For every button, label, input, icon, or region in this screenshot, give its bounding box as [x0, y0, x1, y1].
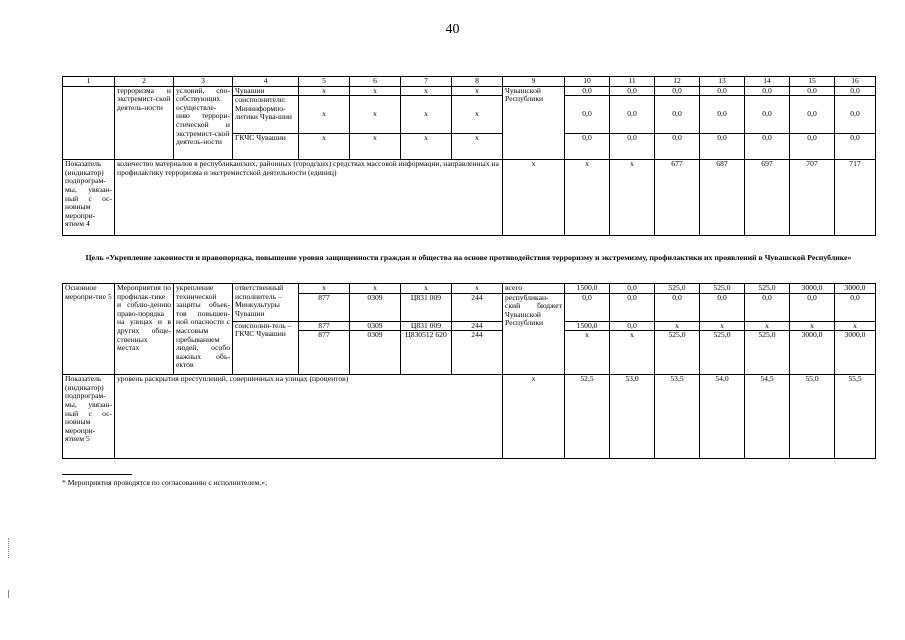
value-cell: 0,0 — [610, 134, 655, 160]
code-cell: х — [452, 284, 503, 294]
funding-source-cell: Чувашской Республики — [503, 86, 565, 160]
code-cell: х — [452, 134, 503, 160]
value-cell: х — [610, 331, 655, 375]
footnote-divider — [62, 474, 132, 475]
measure-name-cell: Мероприятия по профилак-тике и соблю-дению право-порядка на улицах и в других обще-ственных местах — [115, 284, 174, 375]
value-cell: х — [565, 331, 610, 375]
code-cell: 0309 — [350, 321, 401, 331]
scan-edge-mark — [8, 538, 10, 558]
indicator-value: 55,5 — [835, 375, 876, 459]
code-cell: х — [452, 96, 503, 134]
code-cell: 0309 — [350, 293, 401, 321]
value-cell: 0,0 — [745, 86, 790, 96]
program-table-top — [62, 76, 876, 236]
code-cell: х — [452, 86, 503, 96]
indicator-value: 687 — [700, 160, 745, 236]
indicator-value: 53,5 — [655, 375, 700, 459]
value-cell: 0,0 — [835, 134, 876, 160]
code-cell: 877 — [299, 331, 350, 375]
value-cell: 0,0 — [700, 96, 745, 134]
value-cell: 0,0 — [790, 96, 835, 134]
measure-name-cell: терроризма и экстремист-ской деятель-ности — [115, 86, 174, 160]
indicator-label: Показатель (индикатор) подпрограм-мы, увязан-ный с ос-новным меропри-ятием 4 — [63, 160, 115, 236]
col-header: 14 — [745, 77, 790, 87]
code-cell: х — [299, 284, 350, 294]
value-cell: 0,0 — [565, 86, 610, 96]
indicator-value: 54,5 — [745, 375, 790, 459]
value-cell: х — [655, 321, 700, 331]
value-cell: 0,0 — [610, 284, 655, 294]
indicator-label: Показатель (индикатор) подпрограм-мы, увязан-ный с ос-новным меропри-ятием 5 — [63, 375, 115, 459]
indicator-value: х — [503, 375, 565, 459]
value-cell: 0,0 — [790, 86, 835, 96]
value-cell: 525,0 — [745, 284, 790, 294]
value-cell: 0,0 — [700, 293, 745, 321]
value-cell: 0,0 — [565, 293, 610, 321]
code-cell: 244 — [452, 293, 503, 321]
col-header: 11 — [610, 77, 655, 87]
code-cell: х — [350, 134, 401, 160]
value-cell: 0,0 — [745, 96, 790, 134]
indicator-value: 717 — [835, 160, 876, 236]
value-cell: 0,0 — [655, 96, 700, 134]
col-header: 13 — [700, 77, 745, 87]
value-cell: 0,0 — [745, 134, 790, 160]
value-cell: 3000,0 — [790, 331, 835, 375]
indicator-value: 697 — [745, 160, 790, 236]
funding-source-cell: республикан-ский бюджет Чувашской Республики — [503, 293, 565, 375]
code-cell: 244 — [452, 321, 503, 331]
col-header: 15 — [790, 77, 835, 87]
value-cell: 525,0 — [745, 331, 790, 375]
code-cell: х — [299, 96, 350, 134]
value-cell: 1500,0 — [565, 321, 610, 331]
value-cell: 3000,0 — [835, 331, 876, 375]
value-cell: 0,0 — [655, 86, 700, 96]
executor-cell: Чувашии — [233, 86, 299, 96]
indicator-text: количество материалов в республиканских, районных (городских) средствах массовой информации, направленных на профилактику терроризма и экстремистской деятельности (единиц) — [115, 160, 503, 236]
col-header: 16 — [835, 77, 876, 87]
code-cell: х — [401, 284, 452, 294]
col-header: 9 — [503, 77, 565, 87]
value-cell: 0,0 — [565, 96, 610, 134]
code-cell: х — [350, 86, 401, 96]
scan-edge-mark — [8, 590, 9, 598]
code-cell: Ц831 009 — [401, 321, 452, 331]
table-row — [63, 284, 876, 294]
col-header: 10 — [565, 77, 610, 87]
value-cell: 0,0 — [610, 96, 655, 134]
code-cell: х — [350, 284, 401, 294]
value-cell: 0,0 — [565, 134, 610, 160]
program-table-bottom — [62, 283, 876, 459]
code-cell: Ц830512 620 — [401, 331, 452, 375]
footnote: * Мероприятия проводятся по согласованию с исполнителем.»; — [62, 478, 268, 487]
code-cell: 877 — [299, 293, 350, 321]
measure-description-cell: укрепление технической защиты объек-тов повышен-ной опасности с массовым пребыванием людей, особо важных объ-ектов — [174, 284, 233, 375]
executor-cell: соисполнители: Мининформпо-литики Чува-шии — [233, 96, 299, 134]
value-cell: х — [700, 321, 745, 331]
indicator-value: 53,0 — [610, 375, 655, 459]
col-header: 4 — [233, 77, 299, 87]
value-cell: 3000,0 — [835, 284, 876, 294]
value-cell: 0,0 — [835, 86, 876, 96]
indicator-row — [63, 160, 876, 236]
value-cell: 0,0 — [700, 86, 745, 96]
code-cell: х — [401, 86, 452, 96]
column-number-row — [63, 77, 876, 87]
value-cell: х — [745, 321, 790, 331]
table-row — [63, 86, 876, 96]
indicator-value: х — [565, 160, 610, 236]
value-cell: 525,0 — [700, 331, 745, 375]
value-cell: 0,0 — [745, 293, 790, 321]
funding-source-cell: всего — [503, 284, 565, 294]
goal-heading: Цель «Укрепление законности и правопорядка, повышение уровня защищенности граждан и общества на основе противодействия терроризму и экстремизму, профилактики их проявлений в Чувашской Республике» — [85, 253, 852, 262]
col-header: 2 — [115, 77, 174, 87]
value-cell: 0,0 — [700, 134, 745, 160]
value-cell: 0,0 — [610, 293, 655, 321]
value-cell: х — [835, 321, 876, 331]
value-cell: 525,0 — [655, 331, 700, 375]
value-cell: 3000,0 — [790, 284, 835, 294]
code-cell: 0309 — [350, 331, 401, 375]
indicator-value: 54,0 — [700, 375, 745, 459]
indicator-value: х — [503, 160, 565, 236]
value-cell: 0,0 — [655, 134, 700, 160]
indicator-value: 707 — [790, 160, 835, 236]
executor-cell: ГКЧС Чувашии — [233, 134, 299, 160]
code-cell: х — [401, 96, 452, 134]
code-cell: х — [350, 96, 401, 134]
value-cell: 525,0 — [655, 284, 700, 294]
code-cell: х — [299, 134, 350, 160]
col-header: 12 — [655, 77, 700, 87]
measure-description-cell: условий, спо-собствующих осуществле-нию террори-стической и экстремист-ской деятель-ности — [174, 86, 233, 160]
col-header: 3 — [174, 77, 233, 87]
indicator-text: уровень раскрытия преступлений, совершенных на улицах (процентов) — [115, 375, 503, 459]
indicator-value: 677 — [655, 160, 700, 236]
value-cell: х — [790, 321, 835, 331]
value-cell: 0,0 — [610, 86, 655, 96]
value-cell: 1500,0 — [565, 284, 610, 294]
col-header: 1 — [63, 77, 115, 87]
value-cell: 0,0 — [835, 293, 876, 321]
col-header: 6 — [350, 77, 401, 87]
code-cell: 244 — [452, 331, 503, 375]
value-cell: 0,0 — [790, 134, 835, 160]
value-cell: 0,0 — [790, 293, 835, 321]
page-number: 40 — [445, 22, 460, 37]
indicator-row — [63, 375, 876, 459]
executor-cell: ответственный исполнитель – Минкультуры Чувашии — [233, 284, 299, 322]
executor-cell: соисполни-тель – ГКЧС Чувашии — [233, 321, 299, 375]
code-cell: х — [299, 86, 350, 96]
indicator-value: 55,0 — [790, 375, 835, 459]
code-cell: х — [401, 134, 452, 160]
indicator-value: 52,5 — [565, 375, 610, 459]
value-cell: 525,0 — [700, 284, 745, 294]
main-measure-label: Основное меропри-тие 5 — [63, 284, 115, 375]
col-header: 7 — [401, 77, 452, 87]
col-header: 8 — [452, 77, 503, 87]
value-cell: 0,0 — [655, 293, 700, 321]
code-cell: Ц831 009 — [401, 293, 452, 321]
indicator-value: х — [610, 160, 655, 236]
col-header: 5 — [299, 77, 350, 87]
value-cell: 0,0 — [610, 321, 655, 331]
value-cell: 0,0 — [835, 96, 876, 134]
code-cell: 877 — [299, 321, 350, 331]
